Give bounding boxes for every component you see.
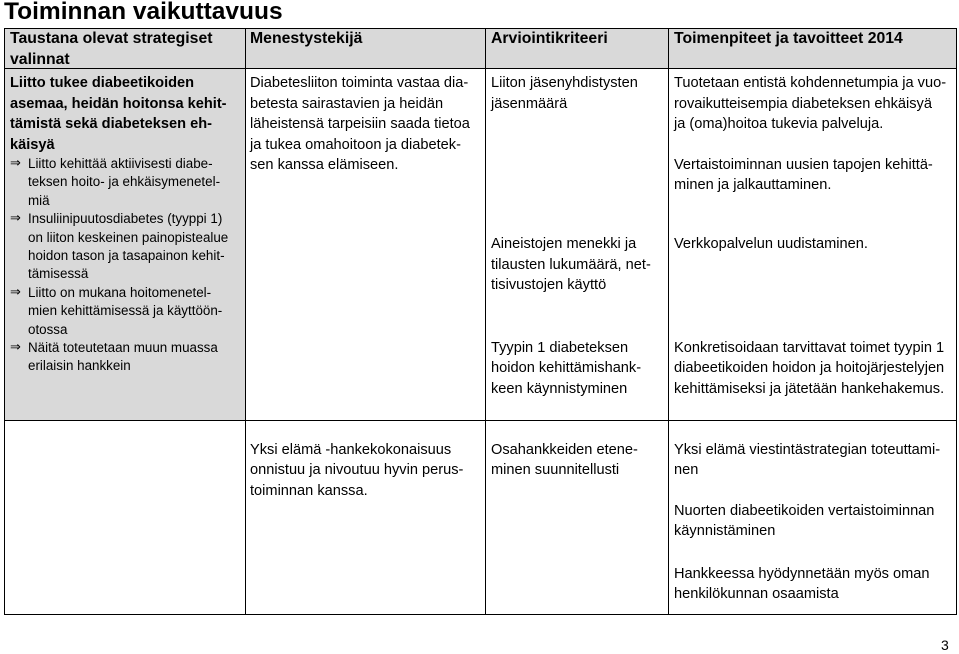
bullet-text-line: Näitä toteutetaan muun muassa <box>28 340 218 356</box>
action-goal-line: rovaikutteisempia diabeteksen ehkäisyä <box>674 95 932 112</box>
header-evaluation-criteria: Arviointikriteeri <box>491 30 608 47</box>
action-goal <box>674 338 944 400</box>
action-goal <box>674 234 868 255</box>
evaluation-criterion <box>491 440 638 481</box>
action-goal-line: Yksi elämä viestintästrategian toteuttami- <box>674 441 941 458</box>
action-goal-line: käynnistäminen <box>674 523 776 539</box>
action-goal <box>674 440 940 481</box>
evaluation-criterion <box>491 338 641 400</box>
evaluation-criterion-line: tilausten lukumäärä, net- <box>491 256 651 273</box>
strategy-statement-line: käisyä <box>10 136 55 153</box>
evaluation-criterion <box>491 234 651 296</box>
double-arrow-bullet-icon: ⇒ <box>10 211 21 227</box>
success-factor-line: Yksi elämä -hankekokonaisuus <box>250 441 452 458</box>
table-left-border <box>4 28 5 615</box>
action-goal-line: Verkkopalvelun uudistaminen. <box>674 236 868 252</box>
bullet-text-line: otossa <box>28 321 68 337</box>
bullet-item <box>10 210 228 284</box>
evaluation-criterion-line: keen käynnistyminen <box>491 380 628 397</box>
header-strategic-choices <box>10 29 213 70</box>
bullet-text-line: miä <box>28 192 50 208</box>
action-goal <box>674 564 930 605</box>
evaluation-criterion-line: Tyypin 1 diabeteksen <box>491 339 629 356</box>
evaluation-criterion-line: Liiton jäsenyhdistysten <box>491 75 638 91</box>
action-goal-line: Hankkeessa hyödynnetään myös oman <box>674 565 930 582</box>
row-separator <box>4 420 957 421</box>
success-factor-line: Diabetesliiton toiminta vastaa dia- <box>250 75 469 91</box>
page-title: Toiminnan vaikuttavuus <box>4 0 283 25</box>
action-goal-line: ja (oma)hoitoa tukevia palveluja. <box>674 116 884 132</box>
action-goal-line: Konkretisoidaan tarvittavat toimet tyypin 1 <box>674 339 945 356</box>
evaluation-criterion-line: tisivustojen käyttö <box>491 277 607 293</box>
success-factor-line: läheistensä tarpeisiin saada tietoa <box>250 116 470 132</box>
success-factor-line: betesta sairastavien ja heidän <box>250 95 444 112</box>
action-goal-line: Vertaistoiminnan uusien tapojen kehittä- <box>674 156 933 173</box>
bullet-item <box>10 339 228 376</box>
evaluation-criterion-line: jäsenmäärä <box>491 95 568 112</box>
table-bottom-border <box>4 614 957 615</box>
action-goal-line: diabeetikoiden hoidon ja hoitojärjestelyjen <box>674 360 945 376</box>
page-number: 3 <box>941 637 949 653</box>
strategy-statement <box>10 73 227 155</box>
evaluation-criterion-line: minen suunnitellusti <box>491 462 620 478</box>
bullet-text-line: hoidon tason ja tasapainon kehit- <box>28 248 225 264</box>
column-divider <box>668 28 669 615</box>
bullet-text-line: Insuliinipuutosdiabetes (tyyppi 1) <box>28 211 223 227</box>
double-arrow-bullet-icon: ⇒ <box>10 284 21 300</box>
success-factor-line: onnistuu ja nivoutuu hyvin perus- <box>250 462 464 478</box>
bullet-text-line: mien kehittämisessä ja käyttöön- <box>28 303 223 319</box>
evaluation-criterion <box>491 73 638 114</box>
double-arrow-bullet-icon: ⇒ <box>10 340 21 356</box>
header-label-line: Taustana olevat strategiset <box>10 30 213 47</box>
action-goal-line: Nuorten diabeetikoiden vertaistoiminnan <box>674 502 935 519</box>
action-goal-line: nen <box>674 462 699 478</box>
success-factor-line: sen kanssa elämiseen. <box>250 157 399 173</box>
evaluation-criterion-line: Aineistojen menekki ja <box>491 236 637 252</box>
action-goal-line: kehittämiseksi ja jätetään hankehakemus. <box>674 380 945 397</box>
double-arrow-bullet-icon: ⇒ <box>10 156 21 171</box>
action-goal-line: Tuotetaan entistä kohdennetumpia ja vuo- <box>674 75 947 91</box>
bullet-text-line: erilaisin hankkein <box>28 358 131 374</box>
success-factor-text <box>250 73 470 176</box>
bullet-item <box>10 284 228 339</box>
bullet-text-line: on liiton keskeinen painopistealue <box>28 229 229 245</box>
action-goal <box>674 501 934 542</box>
strategy-statement-line: asemaa, heidän hoitonsa kehit- <box>10 95 227 112</box>
strategy-statement-line: tämistä sekä diabeteksen eh- <box>10 116 212 132</box>
header-label-line: valinnat <box>10 50 70 68</box>
column-divider <box>245 28 246 615</box>
bullet-text-line: tämisessä <box>28 266 89 282</box>
bullet-item <box>10 155 228 210</box>
bullet-text-line: teksen hoito- ja ehkäisymenetel- <box>28 174 221 190</box>
success-factor-text <box>250 440 463 502</box>
action-goal <box>674 73 946 135</box>
bullet-list <box>10 155 228 376</box>
success-factor-line: ja tukea omahoitoon ja diabetek- <box>250 136 461 153</box>
table-right-border <box>956 28 957 615</box>
bullet-text-line: Liitto kehittää aktiivisesti diabe- <box>28 156 213 171</box>
action-goal <box>674 155 933 196</box>
bullet-text-line: Liitto on mukana hoitomenetel- <box>28 284 212 300</box>
header-success-factor: Menestystekijä <box>250 30 363 47</box>
strategy-statement-line: Liitto tukee diabeetikoiden <box>10 75 195 91</box>
column-divider <box>485 28 486 615</box>
action-goal-line: minen ja jalkauttaminen. <box>674 177 832 193</box>
header-actions-goals: Toimenpiteet ja tavoitteet 2014 <box>674 30 903 47</box>
evaluation-criterion-line: Osahankkeiden etene- <box>491 441 638 458</box>
evaluation-criterion-line: hoidon kehittämishank- <box>491 360 642 376</box>
success-factor-line: toiminnan kanssa. <box>250 482 368 499</box>
action-goal-line: henkilökunnan osaamista <box>674 586 839 602</box>
